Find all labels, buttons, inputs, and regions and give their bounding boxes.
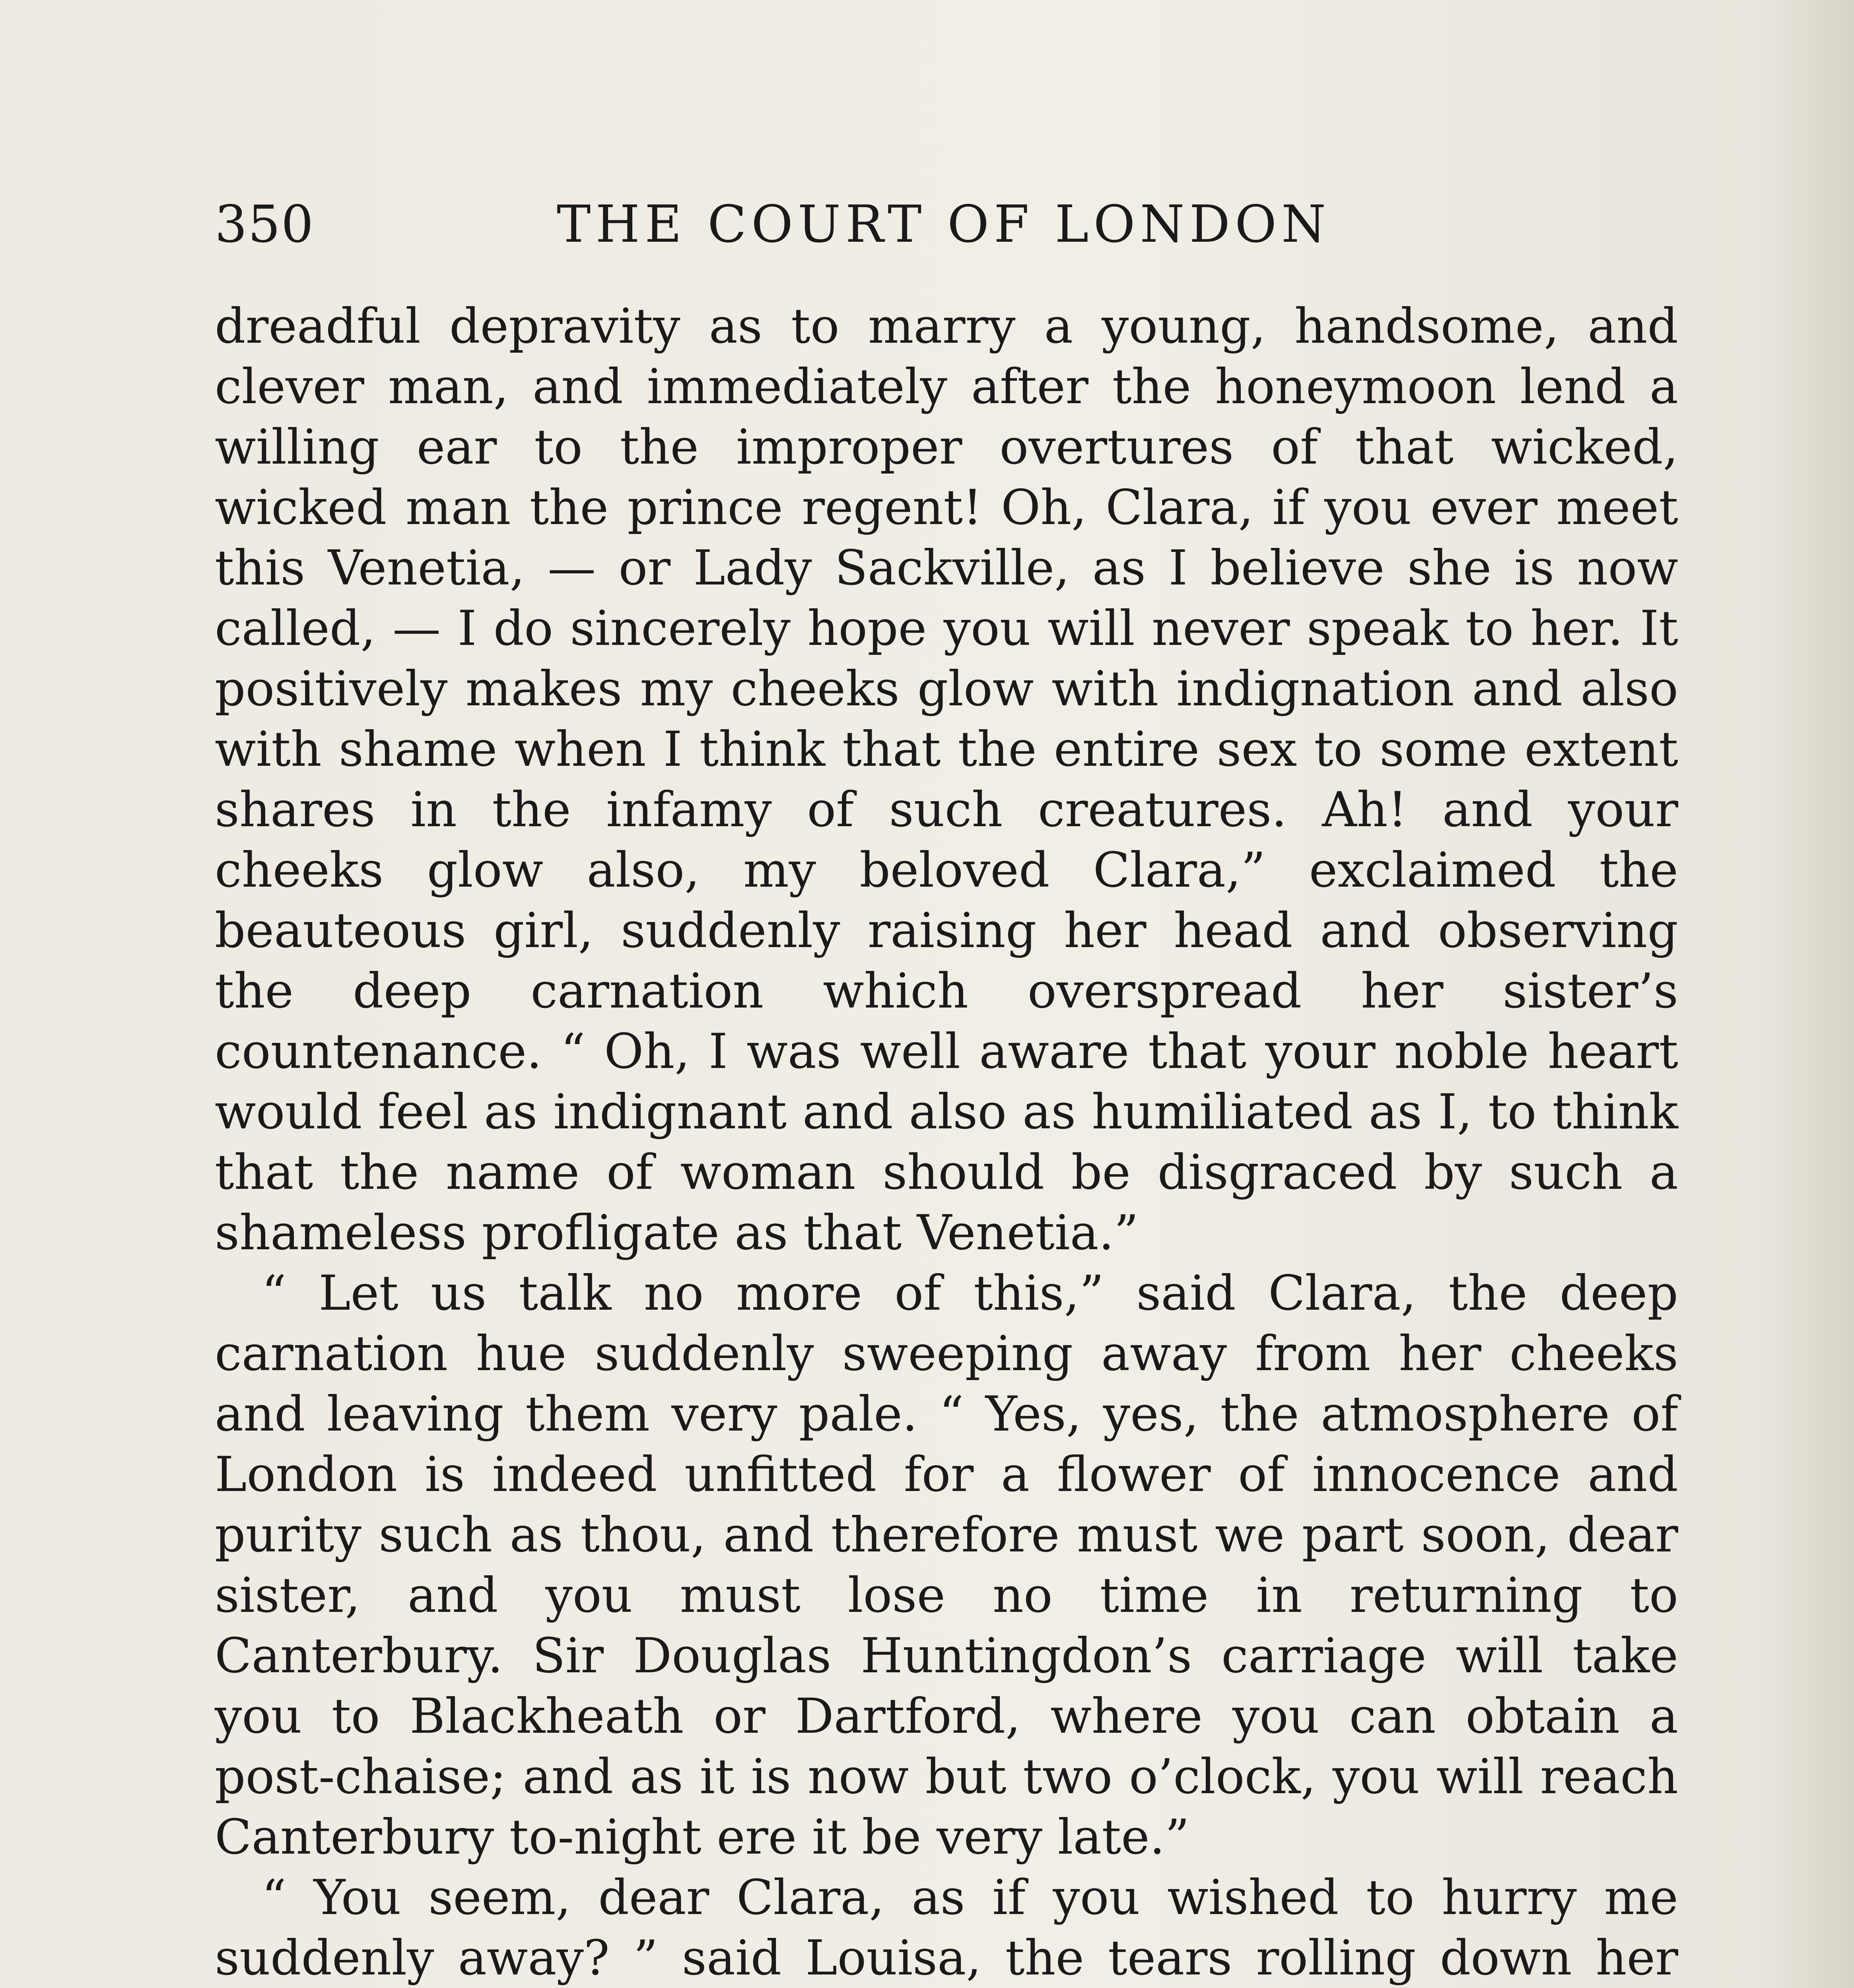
page-body xyxy=(215,296,1678,1988)
paragraph: “ You seem, dear Clara, as if you wished to hurry me suddenly away? ” said Louisa, the tears rolling down her xyxy=(215,1870,1678,1986)
paragraph: dreadful depravity as to marry a young, handsome, and clever man, and immediately after the honeymoon lend a willing ear to the improper overtures of that wicked, wicked man the prince regent! Oh, Clara, if you ever meet this Venetia, — or Lady Sackville, as I believe she is now called, — I do sincerely hope you will never speak to her. It positively makes my cheeks glow with indignation and also with shame when I think that the entire sex to some extent shares in the infamy of such creatures. Ah! and your cheeks glow also, my beloved Clara,” exclaimed the beauteous girl, suddenly raising her head and observing the deep carnation which overspread her sister’s countenance. “ Oh, I was well aware that your noble heart would feel as indignant and also as humiliated as I, to think that the name of woman should be disgraced by such a shameless profligate as that Venetia.” xyxy=(215,298,1678,1261)
page-header xyxy=(215,195,1678,258)
running-head: THE COURT OF LONDON xyxy=(557,195,1331,254)
page-number: 350 xyxy=(215,195,315,254)
paragraph: “ Let us talk no more of this,” said Clara, the deep carnation hue suddenly sweeping away from her cheeks and leaving them very pale. “ Yes, yes, the atmosphere of London is indeed unfitted for a flower of innocence and purity such as thou, and therefore must we part soon, dear sister, and you must lose no time in returning to Canterbury. Sir Douglas Huntingdon’s carriage will take you to Blackheath or Dartford, where you can obtain a post-chaise; and as it is now but two o’clock, you will reach Canterbury to-night ere it be very late.” xyxy=(215,1265,1678,1865)
